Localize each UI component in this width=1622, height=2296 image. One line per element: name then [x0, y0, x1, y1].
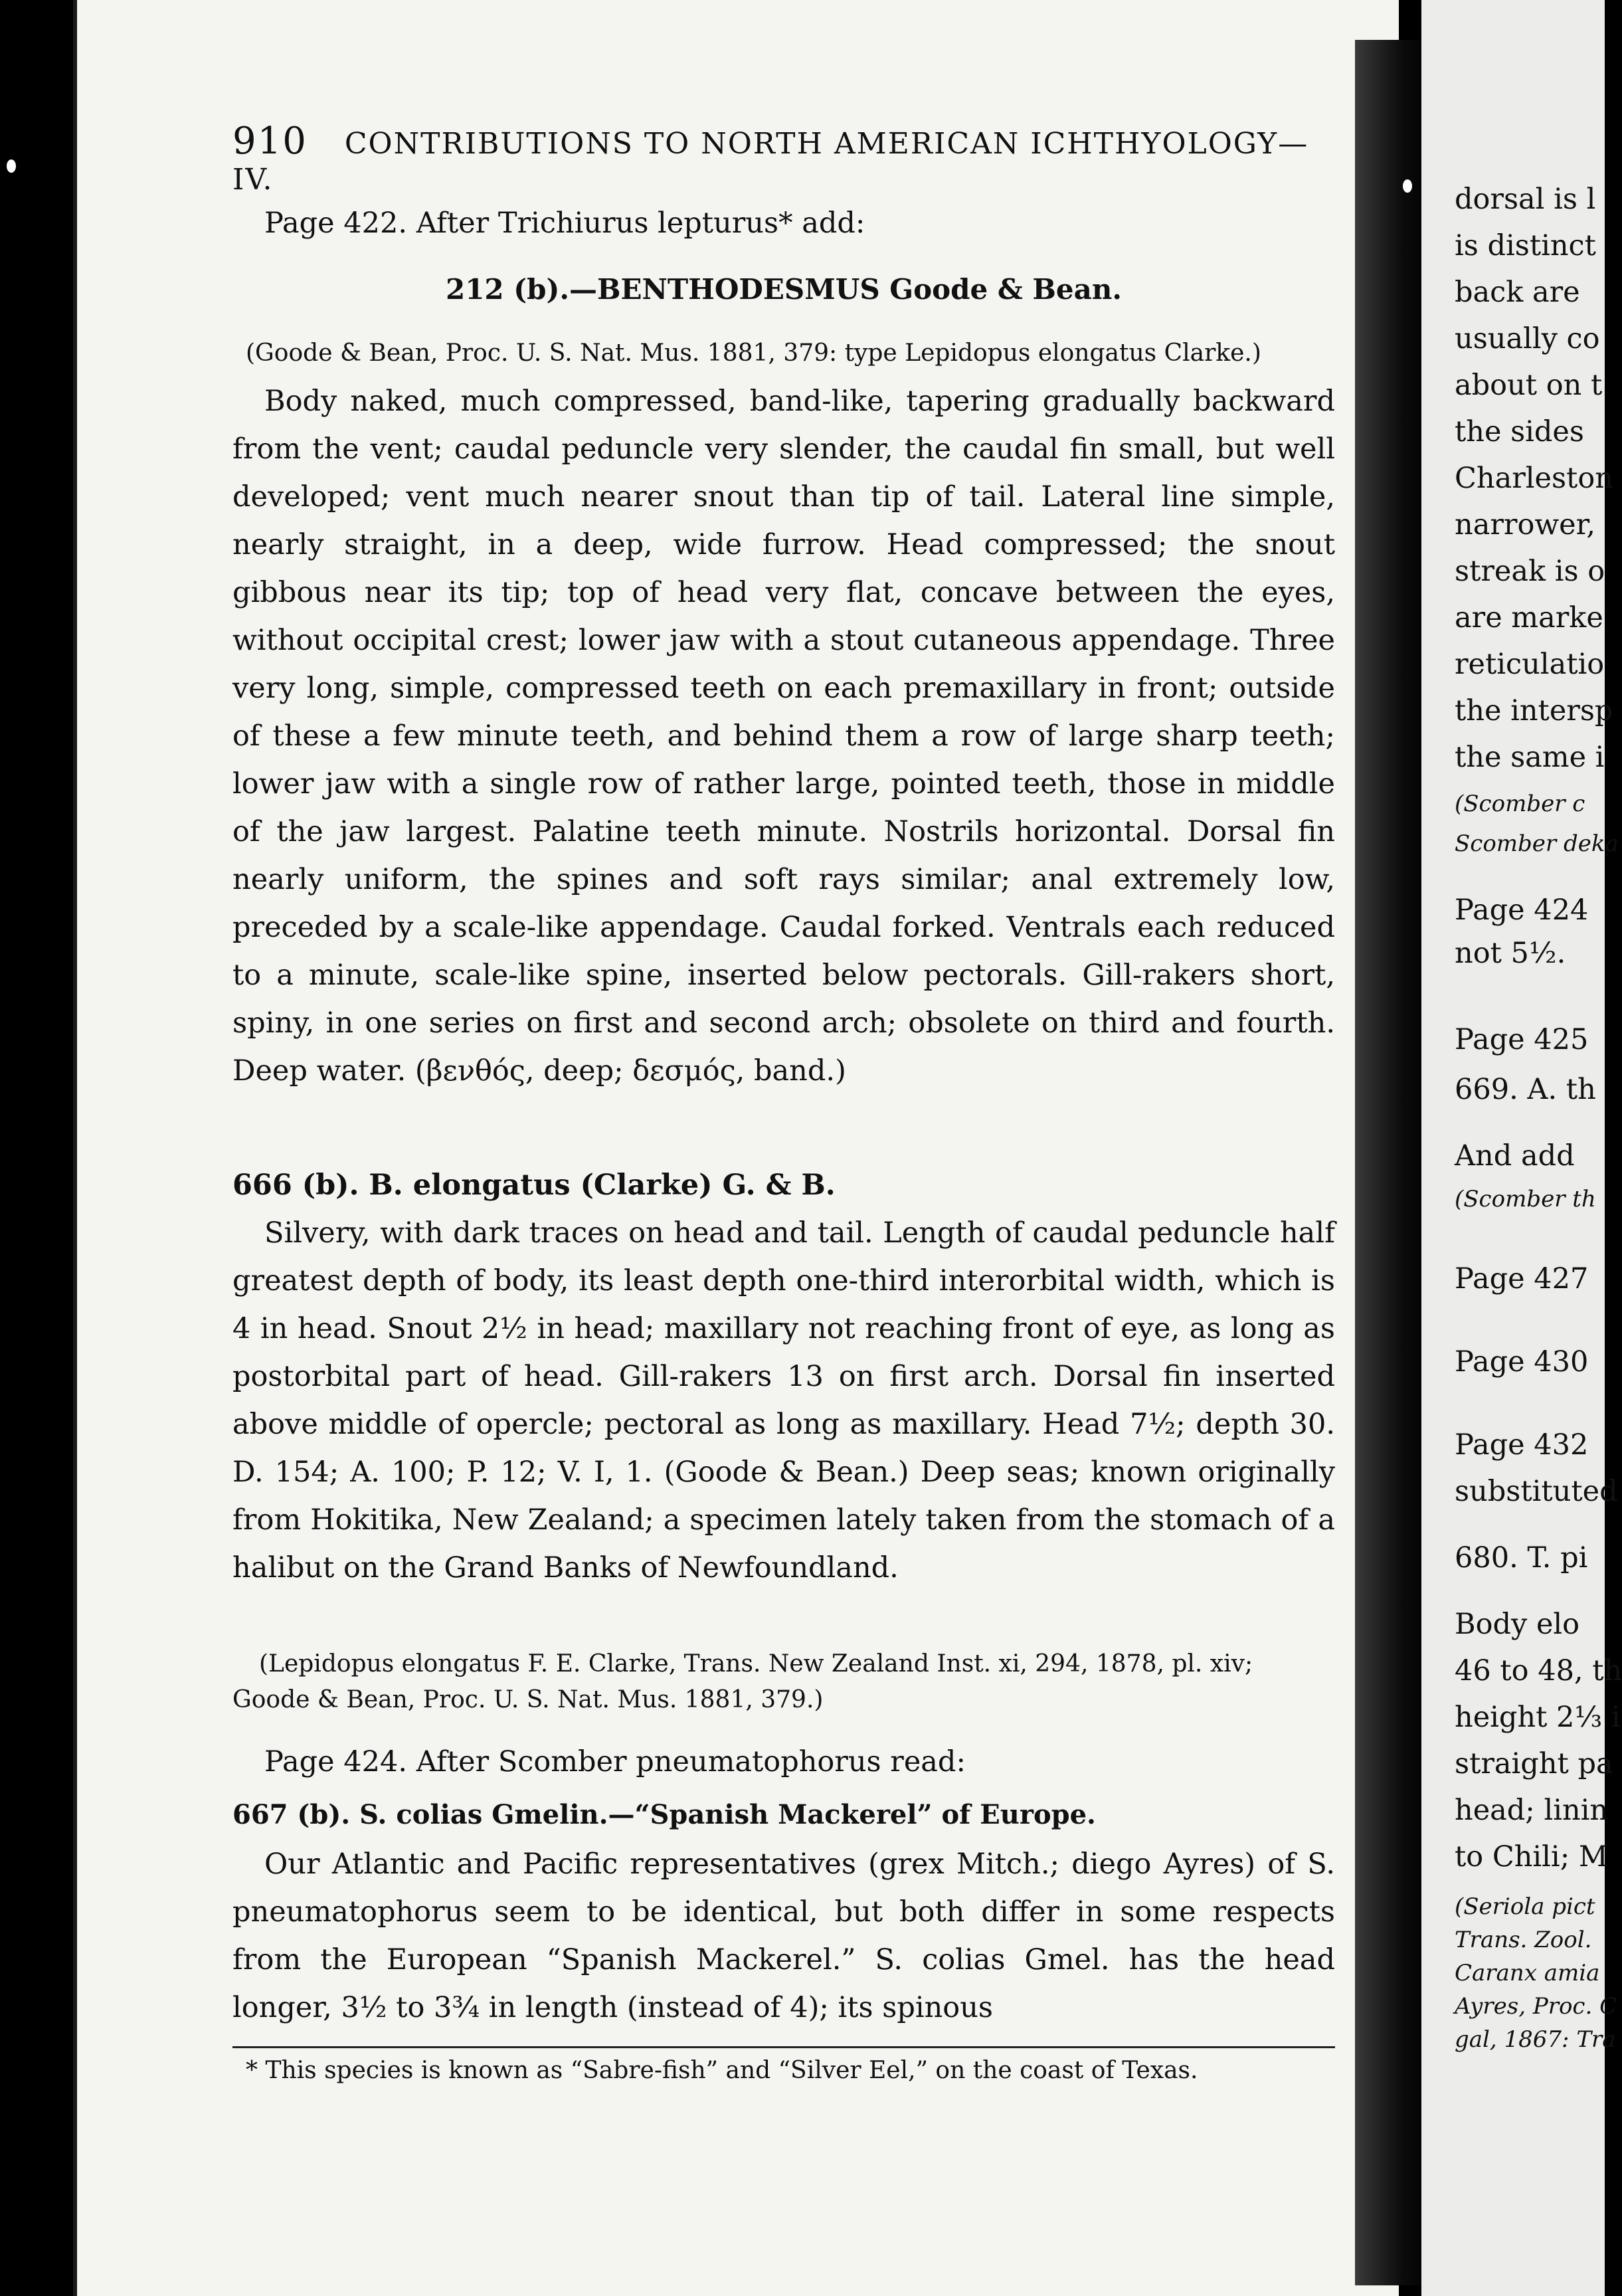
- species-heading: 666 (b). B. elongatus (Clarke) G. & B.: [232, 1169, 836, 1202]
- facing-page-line: And add: [1455, 1139, 1575, 1173]
- page-422-instruction: Page 422. After Trichiurus lepturus* add:: [264, 207, 865, 240]
- colias-description: Our Atlantic and Pacific representatives (grex Mitch.; diego Ayres) of S. pneumatophorus seem to be identical, but both differ in some respects from the European “Spanish Mackerel.” S. colias Gmel. has the head longer, 3½ to 3¾ in length (instead of 4); its spinous: [232, 1848, 1335, 2024]
- species-reference: (Lepidopus elongatus F. E. Clarke, Trans. New Zealand Inst. xi, 294, 1878, pl. xiv; Goode & Bean, Proc. U. S. Nat. Mus. 1881, 379.): [232, 1650, 1253, 1713]
- facing-page-line: to Chili; M: [1455, 1840, 1608, 1873]
- facing-page-line: 46 to 48, th: [1455, 1654, 1622, 1687]
- facing-page-line: Body elo: [1455, 1608, 1580, 1641]
- facing-page-line: the intersp: [1455, 694, 1613, 727]
- facing-page-line: back are: [1455, 276, 1580, 309]
- facing-page-line: substituted: [1455, 1475, 1618, 1508]
- facing-page-line: height 2⅓ i: [1455, 1701, 1621, 1734]
- facing-page-line: streak is o: [1455, 555, 1605, 588]
- facing-page-line: not 5½.: [1455, 937, 1566, 970]
- facing-page-line: (Scomber th: [1455, 1186, 1596, 1212]
- facing-page-line: 680. T. pi: [1455, 1541, 1588, 1575]
- facing-page-line: Trans. Zool.: [1455, 1927, 1592, 1953]
- footnote: * This species is known as “Sabre-fish” and “Silver Eel,” on the coast of Texas.: [246, 2057, 1198, 2084]
- facing-page-line: (Scomber c: [1455, 791, 1585, 817]
- genus-reference: (Goode & Bean, Proc. U. S. Nat. Mus. 1881, 379: type Lepidopus elongatus Clarke.): [246, 339, 1261, 367]
- facing-page-line: gal, 1867: Tra: [1455, 2026, 1616, 2053]
- facing-page-line: Page 432: [1455, 1428, 1589, 1462]
- species-description: Silvery, with dark traces on head and tail. Length of caudal peduncle half greatest depth of body, its least depth one-third interorbital width, which is 4 in head. Snout 2½ in head; maxillary not reaching front of eye, as long as postorbital part of head. Gill-rakers 13 on first arch. Dorsal fin inserted above middle of opercle; pectoral as long as maxillary. Head 7½; depth 30. D. 154; A. 100; P. 12; V. I, 1. (Goode & Bean.) Deep seas; known originally from Hokitika, New Zealand; a specimen lately taken from the stomach of a halibut on the Grand Banks of Newfoundland.: [232, 1216, 1335, 1584]
- facing-page-line: reticulatio: [1455, 648, 1605, 681]
- facing-page-line: are marke: [1455, 601, 1603, 634]
- colias-heading: 667 (b). S. colias Gmelin.—“Spanish Mackerel” of Europe.: [232, 1799, 1096, 1830]
- facing-page-line: Page 425: [1455, 1023, 1589, 1056]
- facing-page-line: the sides: [1455, 415, 1584, 448]
- facing-page-line: is distinct: [1455, 229, 1596, 262]
- running-title: CONTRIBUTIONS TO NORTH AMERICAN ICHTHYOLOGY—IV.: [232, 127, 1309, 197]
- facing-page-line: Scomber deka: [1455, 830, 1619, 857]
- facing-page-line: narrower,: [1455, 508, 1596, 541]
- facing-page-line: 669. A. th: [1455, 1073, 1596, 1106]
- page-number: 910: [232, 120, 308, 163]
- facing-page-line: Caranx amia: [1455, 1960, 1600, 1986]
- facing-page-line: Page 430: [1455, 1345, 1589, 1379]
- running-header: [232, 120, 1335, 197]
- facing-page-line: dorsal is l: [1455, 183, 1596, 216]
- genus-description: Body naked, much compressed, band-like, tapering gradually backward from the vent; caudal peduncle very slender, the caudal fin small, but well developed; vent much nearer snout than tip of tail. Lateral line simple, nearly straight, in a deep, wide furrow. Head compressed; the snout gibbous near its tip; top of head very flat, concave between the eyes, without occipital crest; lower jaw with a stout cutaneous appendage. Three very long, simple, compressed teeth on each premaxillary in front; outside of these a few minute teeth, and behind them a row of large sharp teeth; lower jaw with a single row of rather large, pointed teeth, those in middle of the jaw largest. Palatine teeth minute. Nostrils horizontal. Dorsal fin nearly uniform, the spines and soft rays similar; anal extremely low, preceded by a scale-like appendage. Caudal forked. Ventrals each reduced to a minute, scale-like spine, inserted below pectorals. Gill-rakers short, spiny, in one series on first and second arch; obsolete on third and fourth. Deep water. (βενθός, deep; δεσμός, band.): [232, 385, 1335, 1088]
- genus-heading: 212 (b).—BENTHODESMUS Goode & Bean.: [445, 273, 1123, 306]
- facing-page-line: Page 427: [1455, 1262, 1589, 1295]
- facing-page-line: (Seriola pict: [1455, 1893, 1595, 1920]
- facing-page-line: Ayres, Proc. C: [1455, 1993, 1617, 2020]
- facing-page-line: usually co: [1455, 322, 1600, 355]
- edge-mark: [1403, 179, 1412, 193]
- page-424-instruction: Page 424. After Scomber pneumatophorus read:: [264, 1745, 966, 1778]
- facing-page-line: the same i: [1455, 741, 1605, 774]
- facing-page-line: straight pa: [1455, 1747, 1613, 1780]
- footnote-rule: [232, 2046, 1335, 2048]
- facing-page-line: about on t: [1455, 369, 1603, 402]
- facing-page-line: Charleston: [1455, 462, 1613, 495]
- facing-page-line: Page 424: [1455, 894, 1589, 927]
- edge-mark: [7, 159, 16, 173]
- facing-page-line: head; linin: [1455, 1794, 1609, 1827]
